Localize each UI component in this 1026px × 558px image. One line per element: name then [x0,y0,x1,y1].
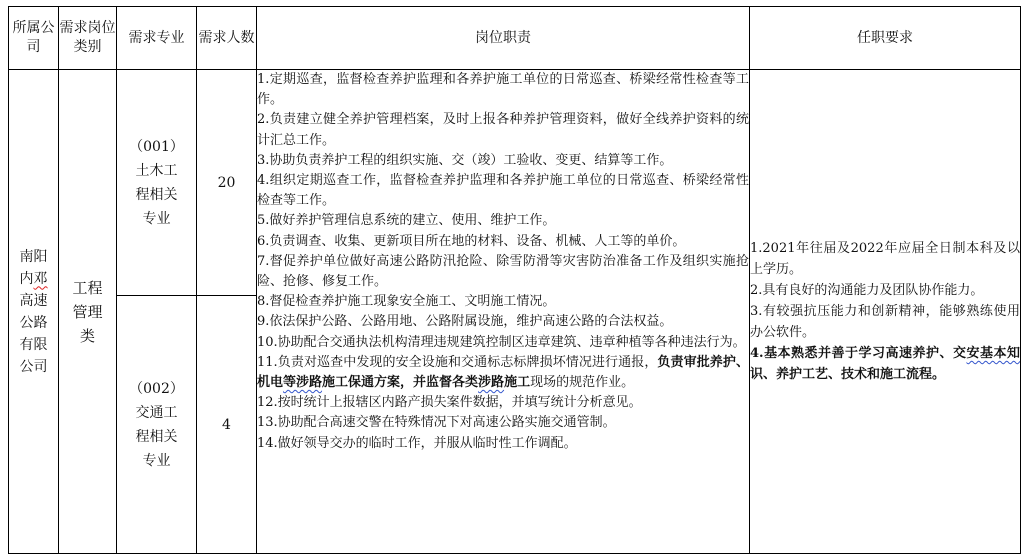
duty-item: 13.协助配合高速交警在特殊情况下对高速公路实施交通管制。 [257,415,616,431]
duty-item: 8.督促检查养护施工现象安全施工、文明施工情况。 [257,294,556,310]
company-line [9,268,58,290]
duty-item: 2.负责建立健全养护管理档案，及时上报各种养护管理资料，做好全线养护资料的统计汇总工作。 [257,112,749,148]
major-code: （001） [129,138,184,155]
duty-11-bold: 负责审批养护、机电 [257,354,749,391]
duty-11-flagged: 涉路 [478,375,505,391]
duty-item: 1.定期巡查，监督检查养护监理和各养护施工单位的日常巡查、桥梁经常性检查等工作。 [257,72,749,108]
category-line: 管理 [72,302,103,321]
duty-item: 10.协助配合交通执法机构清理违规建筑控制区违章建筑、违章种植等各种违法行为。 [257,334,746,350]
duty-11-text: 11.负责对巡查中发现的安全设施和交通标志标牌损坏情况进行通报， [257,354,658,370]
duties-cell [257,70,750,554]
duty-item: 4.组织定期巡查工作，监督检查养护监理和各养护施工单位的日常巡查、桥梁经常性检查等工作。 [257,173,749,209]
header-count: 需求人数 [197,7,257,70]
requirement-item-emphasized [750,343,1020,385]
table-row [9,70,1021,296]
company-text: 内 [19,270,34,287]
header-requirements: 任职要求 [750,7,1021,70]
major-line: 土木工 [135,162,178,179]
requirement-text-flagged: 安基本知 [966,346,1020,361]
header-category: 需求岗位类别 [59,7,117,70]
duty-item: 9.依法保护公路、公路用地、公路附属设施，维护高速公路的合法权益。 [257,314,673,330]
category-cell [59,70,117,554]
major-code: （002） [129,380,184,397]
header-row [9,7,1021,70]
duty-item: 5.做好养护管理信息系统的建立、使用、维护工作。 [257,213,556,229]
duty-item: 7.督促养护单位做好高速公路防汛抢险、除雪防滑等灾害防治准备工作及组织实施抢险、抢修、修复工作。 [257,253,749,290]
header-company: 所属公司 [9,7,59,70]
company-cell [9,70,59,554]
requirement-text: 4.基本熟悉并善于学习高速养护、交 [750,346,967,361]
recruitment-table [8,6,1021,554]
company-line: 有限 [19,336,48,353]
count-cell-002: 4 [197,296,257,554]
major-cell-001 [117,70,197,296]
major-line: 专业 [142,452,171,469]
major-line: 专业 [142,210,171,227]
duty-item: 14.做好领导交办的临时工作，并服从临时性工作调配。 [257,435,577,451]
count-cell-001: 20 [197,70,257,296]
duty-11-text: 现场的规范作业。 [530,375,635,391]
header-duties: 岗位职责 [257,7,750,70]
duty-11-bold: 施工 [504,375,531,391]
duty-item: 6.负责调查、收集、更新项目所在地的材料、设备、机械、人工等的单价。 [257,233,686,249]
requirement-item: 1.2021年往届及2022年应届全日制本科及以上学历。 [750,241,1020,277]
company-line: 南阳 [19,248,48,265]
duty-11-flagged: 等涉路 [283,375,323,391]
duty-item: 3.协助负责养护工程的组织实施、交（竣）工验收、变更、结算等工作。 [257,152,673,168]
requirement-text: 识、养护工艺、技术和施工流程。 [750,367,946,382]
category-line: 类 [79,326,95,345]
major-cell-002 [117,296,197,554]
company-line: 公司 [19,358,48,375]
company-line: 高速 [19,292,48,309]
major-line: 程相关 [135,186,178,203]
header-major: 需求专业 [117,7,197,70]
requirement-item: 3.有较强抗压能力和创新精神，能够熟练使用办公软件。 [750,304,1020,340]
category-line: 工程 [72,278,103,297]
requirements-cell [750,70,1021,554]
duty-item-11 [257,353,749,393]
requirement-item: 2.具有良好的沟通能力及团队协作能力。 [750,283,984,298]
major-line: 交通工 [135,404,178,421]
duty-item: 12.按时统计上报辖区内路产损失案件数据，并填写统计分析意见。 [257,395,642,411]
company-line: 公路 [19,314,48,331]
major-line: 程相关 [135,428,178,445]
duty-11-bold: 施工保通方案，并监督各类 [322,375,479,391]
company-text-flagged: 邓 [33,270,48,287]
